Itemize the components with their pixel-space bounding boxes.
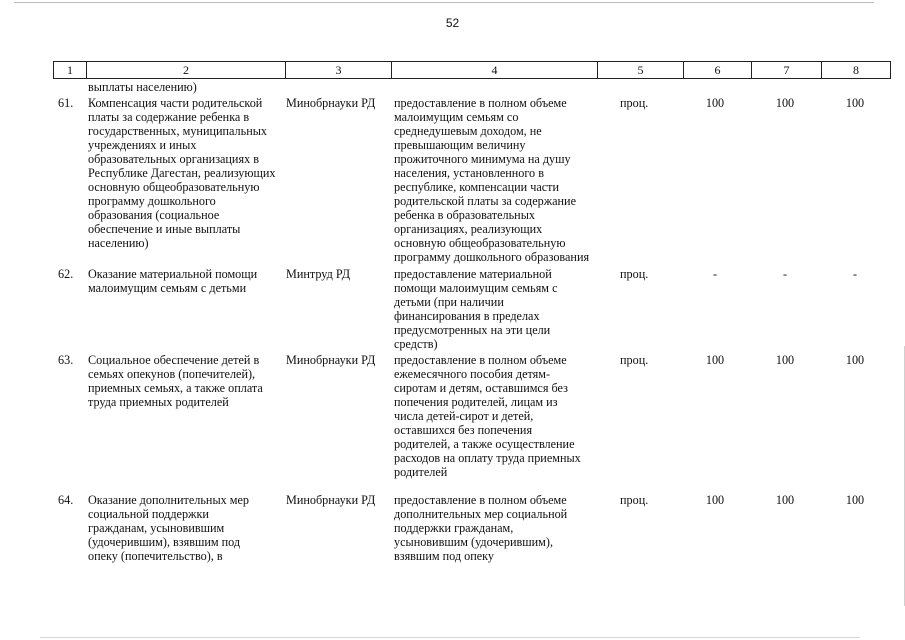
value-col7: 100 [775,96,795,110]
continuation-text: выплаты населению) [88,80,197,94]
measure-name [88,267,283,295]
value-col7: - [782,267,788,281]
indicator-description-line: родителей, а также осуществление [394,437,575,451]
value-col7: 100 [775,493,795,507]
row-number: 61. [58,96,74,110]
measure-name-line: (удочерившим), взявшим под [88,535,241,549]
unit: проц. [620,353,649,367]
measure-name-line: малоимущим семьям с детьми [88,281,247,295]
measure-name-line: приемных семьях, а также оплата [88,381,263,395]
value-col6: - [712,267,718,281]
value-col6: 100 [705,493,725,507]
measure-name-line: населению) [88,236,149,250]
unit: проц. [620,96,649,110]
indicator-description-line: попечения родителей, лицам из [394,395,558,409]
column-header-7: 7 [752,62,822,79]
value-col6: 100 [705,96,725,110]
column-header-6: 6 [684,62,752,79]
indicator-description-line: родителей [394,465,448,479]
column-header-4: 4 [392,62,598,79]
indicator-description [394,353,599,479]
measure-name-line: обеспечение и иные выплаты [88,222,241,236]
executor: Минобрнауки РД [286,353,376,367]
indicator-description-line: усыновившим (удочерившим), [394,535,554,549]
indicator-description-line: предусмотренных на эти цели [394,323,551,337]
indicator-description [394,493,599,563]
scan-edge-bottom [40,637,860,638]
indicator-description-line: превышающим величину [394,138,526,152]
measure-name-line: Оказание дополнительных мер [88,493,249,507]
indicator-description-line: прожиточного минимума на душу [394,152,571,166]
value-col8: 100 [845,96,865,110]
indicator-description-line: оставшихся без попечения [394,423,533,437]
measure-name-line: образования (социальное [88,208,220,222]
indicator-description-line: дополнительных мер социальной [394,507,568,521]
measure-name-line: Республике Дагестан, реализующих [88,166,276,180]
indicator-description-line: поддержки гражданам, [394,521,514,535]
column-header-table [53,61,891,79]
indicator-description-line: республике, компенсации части [394,180,560,194]
indicator-description-line: ребенка в образовательных [394,208,535,222]
indicator-description-line: средств) [394,337,438,351]
indicator-description-line: сиротам и детям, оставшимся без [394,381,568,395]
value-col8: 100 [845,493,865,507]
indicator-description-line: детьми (при наличии [394,295,504,309]
column-header-1: 1 [54,62,87,79]
measure-name-line: Оказание материальной помощи [88,267,258,281]
column-header-5: 5 [598,62,684,79]
value-col8: 100 [845,353,865,367]
indicator-description-line: среднедушевым доходом, не [394,124,542,138]
row-number: 64. [58,493,74,507]
measure-name-line: опеку (попечительство), в [88,549,223,563]
indicator-description-line: предоставление в полном объеме [394,493,567,507]
indicator-description-line: населения, установленного в [394,166,544,180]
indicator-description-line: ежемесячного пособия детям- [394,367,551,381]
indicator-description-line: числа детей-сирот и детей, [394,409,534,423]
measure-name [88,493,283,563]
unit: проц. [620,493,649,507]
column-header-3: 3 [286,62,392,79]
measure-name-line: социальной поддержки [88,507,209,521]
column-header-2: 2 [87,62,286,79]
measure-name-line: семьях опекунов (попечителей), [88,367,256,381]
measure-name-line: образовательных организациях в [88,152,259,166]
page-number: 52 [445,16,460,30]
indicator-description-line: основную общеобразовательную [394,236,566,250]
indicator-description-line: предоставление материальной [394,267,552,281]
indicator-description [394,267,599,351]
measure-name [88,96,283,250]
value-col6: 100 [705,353,725,367]
indicator-description-line: помощи малоимущим семьям с [394,281,558,295]
measure-name-line: труда приемных родителей [88,395,229,409]
measure-name-line: Компенсация части родительской [88,96,263,110]
row-number: 62. [58,267,74,281]
indicator-description-line: малоимущим семьям со [394,110,519,124]
indicator-description-line: программу дошкольного образования [394,250,590,264]
measure-name-line: основную общеобразовательную [88,180,260,194]
measure-name-line: программу дошкольного [88,194,216,208]
measure-name-line: платы за содержание ребенка в [88,110,250,124]
scan-edge-top [14,2,874,3]
measure-name [88,353,283,409]
indicator-description-line: родительской платы за содержание [394,194,576,208]
row-number: 63. [58,353,74,367]
value-col7: 100 [775,353,795,367]
column-header-row [54,62,891,79]
column-header-8: 8 [822,62,891,79]
executor: Минтруд РД [286,267,351,281]
executor: Минобрнауки РД [286,493,376,507]
measure-name-line: государственных, муниципальных [88,124,267,138]
indicator-description-line: предоставление в полном объеме [394,96,567,110]
measure-name-line: гражданам, усыновившим [88,521,225,535]
indicator-description-line: расходов на оплату труда приемных [394,451,581,465]
indicator-description-line: организациях, реализующих [394,222,543,236]
measure-name-line: учреждениях и иных [88,138,197,152]
indicator-description-line: предоставление в полном объеме [394,353,567,367]
unit: проц. [620,267,649,281]
indicator-description-line: взявшим под опеку [394,549,494,563]
measure-name-line: Социальное обеспечение детей в [88,353,260,367]
indicator-description [394,96,599,264]
executor: Минобрнауки РД [286,96,376,110]
indicator-description-line: финансирования в пределах [394,309,540,323]
value-col8: - [852,267,858,281]
